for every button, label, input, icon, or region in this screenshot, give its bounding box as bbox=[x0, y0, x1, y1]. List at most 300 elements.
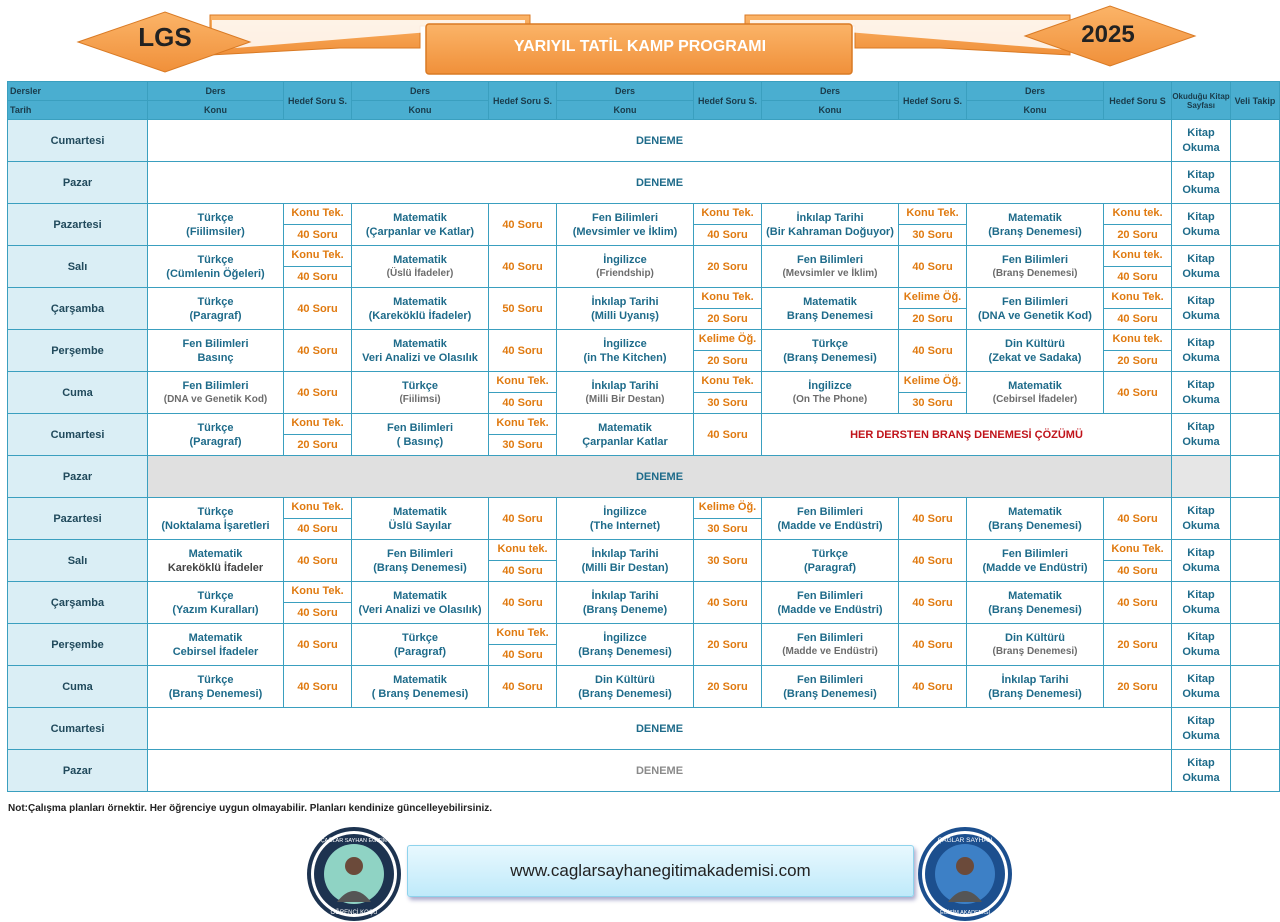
table-row bbox=[8, 330, 1280, 372]
subject-name: Matematik bbox=[803, 295, 857, 308]
target-method: Konu tek. bbox=[1104, 330, 1171, 351]
target-count: 40 Soru bbox=[297, 271, 338, 283]
target-count: 40 Soru bbox=[899, 498, 967, 540]
table-row bbox=[8, 582, 1280, 624]
reading-cell[interactable]: Kitap Okuma bbox=[1172, 204, 1231, 246]
lesson-cell bbox=[352, 330, 489, 372]
target-count: 40 Soru bbox=[489, 204, 557, 246]
topic-name: ( Basınç) bbox=[396, 435, 444, 448]
reading-cell[interactable]: Kitap Okuma bbox=[1172, 372, 1231, 414]
subject-name: Türkçe bbox=[811, 337, 849, 350]
subject-name: Türkçe bbox=[197, 253, 234, 266]
target-cell bbox=[1104, 540, 1172, 582]
parent-check-cell[interactable] bbox=[1231, 330, 1280, 372]
lesson-cell bbox=[352, 246, 489, 288]
table-row bbox=[8, 414, 1280, 456]
topic-name: (DNA ve Genetik Kod) bbox=[163, 393, 268, 405]
parent-check-cell[interactable] bbox=[1231, 666, 1280, 708]
target-count: 20 Soru bbox=[707, 355, 748, 367]
subject-name: Fen Bilimleri bbox=[796, 589, 864, 602]
day-cell: Cumartesi bbox=[8, 414, 148, 456]
target-count: 40 Soru bbox=[694, 582, 762, 624]
topic-name: (Paragraf) bbox=[189, 435, 242, 448]
target-count: 40 Soru bbox=[899, 666, 967, 708]
target-method: Konu tek. bbox=[489, 540, 556, 561]
target-count: 50 Soru bbox=[489, 288, 557, 330]
target-count: 20 Soru bbox=[1104, 666, 1172, 708]
subject-name: Türkçe bbox=[197, 589, 234, 602]
lesson-cell bbox=[148, 246, 284, 288]
topic-name: (Branş Denemesi) bbox=[988, 603, 1082, 616]
subject-name: Matematik bbox=[393, 505, 447, 518]
subject-name: Matematik bbox=[393, 673, 447, 686]
parent-check-cell[interactable] bbox=[1231, 414, 1280, 456]
table-row bbox=[8, 498, 1280, 540]
target-count: 40 Soru bbox=[489, 330, 557, 372]
day-cell: Cumartesi bbox=[8, 708, 148, 750]
lesson-cell bbox=[148, 204, 284, 246]
subject-name: İnkılap Tarihi bbox=[1001, 673, 1069, 686]
lesson-cell bbox=[762, 204, 899, 246]
lesson-cell bbox=[762, 582, 899, 624]
lesson-cell bbox=[557, 330, 694, 372]
subject-name: Matematik bbox=[1008, 379, 1062, 392]
table-row bbox=[8, 246, 1280, 288]
subject-name: İngilizce bbox=[603, 337, 647, 350]
day-cell: Cumartesi bbox=[8, 120, 148, 162]
target-count: 40 Soru bbox=[489, 666, 557, 708]
day-cell: Perşembe bbox=[8, 330, 148, 372]
svg-text:EĞİTİM AKADEMİSİ: EĞİTİM AKADEMİSİ bbox=[939, 910, 991, 916]
lesson-cell bbox=[352, 624, 489, 666]
table-row bbox=[8, 540, 1280, 582]
svg-text:ÖĞRENCİ KOÇU: ÖĞRENCİ KOÇU bbox=[330, 910, 378, 916]
topic-name: (Madde ve Endüstri) bbox=[777, 603, 883, 616]
reading-cell-empty[interactable] bbox=[1172, 456, 1231, 498]
day-cell: Pazartesi bbox=[8, 498, 148, 540]
lesson-cell bbox=[967, 540, 1104, 582]
subject-name: Türkçe bbox=[401, 379, 439, 392]
target-count: 40 Soru bbox=[297, 607, 338, 619]
header-konu: Konu bbox=[148, 101, 284, 120]
subject-name: Türkçe bbox=[197, 295, 234, 308]
target-cell bbox=[694, 330, 762, 372]
lesson-cell bbox=[148, 330, 284, 372]
subject-name: Matematik bbox=[1008, 505, 1062, 518]
target-method: Konu Tek. bbox=[694, 204, 761, 225]
lesson-cell bbox=[557, 666, 694, 708]
target-count: 20 Soru bbox=[694, 666, 762, 708]
reading-cell[interactable]: Kitap Okuma bbox=[1172, 120, 1231, 162]
day-cell: Cuma bbox=[8, 666, 148, 708]
reading-cell[interactable]: Kitap Okuma bbox=[1172, 582, 1231, 624]
lesson-cell bbox=[967, 582, 1104, 624]
website-banner[interactable] bbox=[407, 845, 914, 897]
lesson-cell bbox=[352, 204, 489, 246]
reading-cell[interactable]: Kitap Okuma bbox=[1172, 246, 1231, 288]
topic-name: (Üslü İfadeler) bbox=[386, 267, 454, 279]
topic-name: (Branş Denemesi) bbox=[578, 645, 672, 658]
table-row bbox=[8, 204, 1280, 246]
target-count: 40 Soru bbox=[899, 246, 967, 288]
target-count: 20 Soru bbox=[707, 313, 748, 325]
target-count: 40 Soru bbox=[284, 330, 352, 372]
reading-cell[interactable]: Kitap Okuma bbox=[1172, 288, 1231, 330]
student-coach-badge bbox=[306, 826, 402, 922]
header-hedef: Hedef Soru S. bbox=[284, 82, 352, 120]
topic-name: (Mevsimler ve İklim) bbox=[572, 225, 678, 238]
subject-name: Matematik bbox=[1008, 589, 1062, 602]
target-method: Konu Tek. bbox=[489, 414, 556, 435]
topic-name: (Branş Denemesi) bbox=[988, 519, 1082, 532]
day-cell: Pazartesi bbox=[8, 204, 148, 246]
header-ders: Ders bbox=[352, 82, 489, 101]
header-ders: Ders bbox=[762, 82, 899, 101]
subject-name: İnkılap Tarihi bbox=[591, 379, 659, 392]
table-row bbox=[8, 288, 1280, 330]
target-cell bbox=[284, 246, 352, 288]
lesson-cell bbox=[967, 246, 1104, 288]
lesson-cell bbox=[148, 414, 284, 456]
reading-cell[interactable]: Kitap Okuma bbox=[1172, 708, 1231, 750]
subject-name: İngilizce bbox=[603, 631, 647, 644]
subject-name: İngilizce bbox=[603, 253, 647, 266]
day-cell: Perşembe bbox=[8, 624, 148, 666]
reading-cell[interactable]: Kitap Okuma bbox=[1172, 666, 1231, 708]
target-cell bbox=[1104, 330, 1172, 372]
topic-name: (Madde ve Endüstri) bbox=[782, 645, 878, 657]
subject-name: Fen Bilimleri bbox=[386, 421, 454, 434]
target-count: 40 Soru bbox=[899, 540, 967, 582]
topic-name: (Madde ve Endüstri) bbox=[982, 561, 1088, 574]
subject-name: İnkılap Tarihi bbox=[591, 547, 659, 560]
lesson-cell bbox=[762, 246, 899, 288]
target-count: 40 Soru bbox=[502, 649, 543, 661]
subject-name: Matematik bbox=[393, 337, 447, 350]
topic-name: (Branş Denemesi) bbox=[783, 351, 877, 364]
target-count: 40 Soru bbox=[1104, 372, 1172, 414]
lesson-cell bbox=[762, 498, 899, 540]
subject-name: Fen Bilimleri bbox=[182, 337, 249, 350]
target-count: 40 Soru bbox=[1117, 565, 1158, 577]
reading-cell[interactable]: Kitap Okuma bbox=[1172, 162, 1231, 204]
target-cell bbox=[284, 498, 352, 540]
header-hedef: Hedef Soru S bbox=[1104, 82, 1172, 120]
target-cell bbox=[284, 582, 352, 624]
target-count: 20 Soru bbox=[912, 313, 953, 325]
target-count: 40 Soru bbox=[707, 229, 748, 241]
lesson-cell bbox=[762, 624, 899, 666]
topic-name: (The Internet) bbox=[589, 519, 661, 532]
parent-check-cell[interactable] bbox=[1231, 288, 1280, 330]
target-method: Konu Tek. bbox=[284, 204, 351, 225]
target-cell bbox=[489, 414, 557, 456]
target-method: Konu Tek. bbox=[284, 582, 351, 603]
target-count: 40 Soru bbox=[489, 582, 557, 624]
subject-name: İnkılap Tarihi bbox=[796, 211, 864, 224]
lesson-cell bbox=[557, 204, 694, 246]
parent-check-cell[interactable] bbox=[1231, 120, 1280, 162]
parent-check-cell[interactable] bbox=[1231, 708, 1280, 750]
target-count: 40 Soru bbox=[297, 229, 338, 241]
target-count: 40 Soru bbox=[284, 288, 352, 330]
topic-name: (Branş Denemesi) bbox=[988, 225, 1082, 238]
parent-check-cell[interactable] bbox=[1231, 246, 1280, 288]
reading-cell[interactable]: Kitap Okuma bbox=[1172, 498, 1231, 540]
target-count: 20 Soru bbox=[694, 624, 762, 666]
lesson-cell bbox=[967, 624, 1104, 666]
lesson-cell bbox=[557, 246, 694, 288]
svg-text:ÇAĞLAR SAYHAN: ÇAĞLAR SAYHAN bbox=[937, 837, 993, 844]
header-konu: Konu bbox=[557, 101, 694, 120]
parent-check-cell[interactable] bbox=[1231, 624, 1280, 666]
topic-name: (Branş Denemesi) bbox=[992, 267, 1078, 279]
target-count: 40 Soru bbox=[284, 372, 352, 414]
lesson-cell bbox=[148, 666, 284, 708]
lesson-cell bbox=[967, 666, 1104, 708]
lesson-cell bbox=[352, 414, 489, 456]
target-count: 20 Soru bbox=[694, 246, 762, 288]
reading-cell[interactable]: Kitap Okuma bbox=[1172, 624, 1231, 666]
parent-check-cell[interactable] bbox=[1231, 498, 1280, 540]
subject-name: Fen Bilimleri bbox=[591, 211, 659, 224]
header-dersler: Dersler bbox=[8, 82, 148, 101]
subject-name: İnkılap Tarihi bbox=[591, 295, 659, 308]
lesson-cell bbox=[967, 204, 1104, 246]
target-count: 40 Soru bbox=[1117, 271, 1158, 283]
target-method: Konu Tek. bbox=[694, 288, 761, 309]
topic-name: (On The Phone) bbox=[792, 393, 868, 405]
reading-cell[interactable]: Kitap Okuma bbox=[1172, 540, 1231, 582]
target-method: Konu tek. bbox=[1104, 246, 1171, 267]
academy-badge bbox=[917, 826, 1013, 922]
topic-name: (Zekat ve Sadaka) bbox=[988, 351, 1082, 364]
target-cell bbox=[489, 540, 557, 582]
lesson-cell bbox=[148, 288, 284, 330]
topic-name: (Branş Denemesi) bbox=[373, 561, 467, 574]
subject-name: Fen Bilimleri bbox=[796, 673, 864, 686]
target-method: Konu Tek. bbox=[284, 414, 351, 435]
parent-check-cell[interactable] bbox=[1231, 750, 1280, 792]
target-count: 40 Soru bbox=[502, 397, 543, 409]
lesson-cell bbox=[967, 372, 1104, 414]
target-count: 40 Soru bbox=[899, 624, 967, 666]
target-cell bbox=[694, 204, 762, 246]
topic-name: Veri Analizi ve Olasılık bbox=[362, 351, 478, 364]
target-method: Konu Tek. bbox=[1104, 288, 1171, 309]
subject-name: Din Kültürü bbox=[1005, 631, 1065, 644]
parent-check-cell[interactable] bbox=[1231, 582, 1280, 624]
day-cell: Pazar bbox=[8, 162, 148, 204]
target-count: 30 Soru bbox=[707, 397, 748, 409]
lesson-cell bbox=[967, 330, 1104, 372]
topic-name: (Paragraf) bbox=[394, 645, 446, 658]
topic-name: (Paragraf) bbox=[189, 309, 242, 322]
topic-name: (Fiilimsiler) bbox=[186, 225, 245, 238]
topic-name: (in The Kitchen) bbox=[583, 351, 667, 364]
subject-name: Matematik bbox=[188, 547, 243, 560]
subject-name: Din Kültürü bbox=[595, 673, 655, 686]
target-count: 30 Soru bbox=[912, 397, 953, 409]
topic-name: (Branş Denemesi) bbox=[578, 687, 672, 700]
parent-check-cell[interactable] bbox=[1231, 372, 1280, 414]
lesson-cell bbox=[557, 582, 694, 624]
header-ders: Ders bbox=[148, 82, 284, 101]
schedule-table bbox=[7, 81, 1280, 792]
topic-name: (Cebirsel İfadeler) bbox=[992, 393, 1078, 405]
topic-name: Basınç bbox=[197, 351, 234, 364]
target-cell bbox=[1104, 246, 1172, 288]
target-count: 20 Soru bbox=[1104, 624, 1172, 666]
header-konu: Konu bbox=[967, 101, 1104, 120]
topic-name: (Milli Bir Destan) bbox=[585, 393, 665, 405]
target-count: 30 Soru bbox=[694, 540, 762, 582]
target-cell bbox=[284, 414, 352, 456]
parent-check-cell[interactable] bbox=[1231, 540, 1280, 582]
parent-check-cell[interactable] bbox=[1231, 456, 1280, 498]
page-title: YARIYIL TATİL KAMP PROGRAMI bbox=[513, 38, 767, 55]
table-row bbox=[8, 372, 1280, 414]
lesson-cell bbox=[557, 414, 694, 456]
lesson-cell bbox=[352, 288, 489, 330]
subject-name: İngilizce bbox=[603, 505, 647, 518]
full-day-activity: DENEME bbox=[148, 750, 1172, 792]
day-cell: Pazar bbox=[8, 456, 148, 498]
parent-check-cell[interactable] bbox=[1231, 204, 1280, 246]
full-day-activity: DENEME bbox=[148, 162, 1172, 204]
svg-text:ÇAĞLAR SAYHAN EĞİTİM: ÇAĞLAR SAYHAN EĞİTİM bbox=[320, 838, 388, 844]
topic-name: (Branş Denemesi) bbox=[988, 687, 1082, 700]
subject-name: Matematik bbox=[1008, 211, 1062, 224]
subject-name: Matematik bbox=[188, 631, 243, 644]
subject-name: Türkçe bbox=[197, 421, 234, 434]
topic-name: (Branş Denemesi) bbox=[168, 687, 263, 700]
topic-name: (DNA ve Genetik Kod) bbox=[978, 309, 1092, 322]
target-cell bbox=[1104, 288, 1172, 330]
target-cell bbox=[694, 372, 762, 414]
table-row bbox=[8, 456, 1280, 498]
subject-name: Türkçe bbox=[197, 505, 234, 518]
year-tag: 2025 bbox=[1081, 21, 1135, 48]
target-method: Konu Tek. bbox=[489, 624, 556, 645]
topic-name: Üslü Sayılar bbox=[388, 519, 452, 532]
header-tarih: Tarih bbox=[8, 101, 148, 120]
target-method: Konu tek. bbox=[1104, 204, 1171, 225]
full-day-activity: DENEME bbox=[148, 708, 1172, 750]
topic-name: (Paragraf) bbox=[804, 561, 856, 574]
target-cell bbox=[694, 288, 762, 330]
table-row bbox=[8, 708, 1280, 750]
lesson-cell bbox=[967, 498, 1104, 540]
target-method: Konu Tek. bbox=[1104, 540, 1171, 561]
day-cell: Salı bbox=[8, 246, 148, 288]
target-cell bbox=[899, 288, 967, 330]
topic-name: (Milli Bir Destan) bbox=[581, 561, 669, 574]
topic-name: (Kareköklü İfadeler) bbox=[368, 309, 472, 322]
target-method: Konu Tek. bbox=[284, 498, 351, 519]
parent-check-cell[interactable] bbox=[1231, 162, 1280, 204]
lesson-cell bbox=[352, 582, 489, 624]
website-url[interactable]: www.caglarsayhanegitimakademisi.com bbox=[510, 861, 811, 880]
target-count: 20 Soru bbox=[1117, 229, 1158, 241]
lesson-cell bbox=[148, 498, 284, 540]
lesson-cell bbox=[352, 498, 489, 540]
subject-name: Fen Bilimleri bbox=[796, 505, 864, 518]
header-hedef: Hedef Soru S. bbox=[899, 82, 967, 120]
topic-name: (Veri Analizi ve Olasılık) bbox=[358, 603, 482, 616]
lesson-cell bbox=[557, 624, 694, 666]
target-count: 30 Soru bbox=[707, 523, 748, 535]
target-count: 40 Soru bbox=[297, 523, 338, 535]
target-count: 40 Soru bbox=[1117, 313, 1158, 325]
topic-name: (Bir Kahraman Doğuyor) bbox=[766, 225, 894, 238]
topic-name: (Mevsimler ve İklim) bbox=[782, 267, 878, 279]
full-day-activity: DENEME bbox=[148, 456, 1172, 498]
target-count: 40 Soru bbox=[502, 565, 543, 577]
target-cell bbox=[489, 624, 557, 666]
lesson-cell bbox=[557, 498, 694, 540]
subject-name: Türkçe bbox=[197, 211, 234, 224]
target-method: Konu Tek. bbox=[489, 372, 556, 393]
target-count: 40 Soru bbox=[284, 666, 352, 708]
target-count: 40 Soru bbox=[284, 624, 352, 666]
target-count: 30 Soru bbox=[502, 439, 543, 451]
table-row bbox=[8, 666, 1280, 708]
target-count: 30 Soru bbox=[912, 229, 953, 241]
target-cell bbox=[899, 372, 967, 414]
subject-name: Matematik bbox=[393, 589, 447, 602]
header-konu: Konu bbox=[762, 101, 899, 120]
topic-name: (Cümlenin Öğeleri) bbox=[166, 267, 265, 280]
reading-cell[interactable]: Kitap Okuma bbox=[1172, 750, 1231, 792]
target-count: 40 Soru bbox=[489, 498, 557, 540]
table-row bbox=[8, 120, 1280, 162]
target-cell bbox=[284, 204, 352, 246]
lesson-cell bbox=[762, 540, 899, 582]
target-cell bbox=[899, 204, 967, 246]
reading-cell[interactable]: Kitap Okuma bbox=[1172, 330, 1231, 372]
lesson-cell bbox=[148, 372, 284, 414]
target-count: 40 Soru bbox=[694, 414, 762, 456]
lesson-cell bbox=[557, 372, 694, 414]
target-cell bbox=[489, 372, 557, 414]
lesson-cell bbox=[352, 540, 489, 582]
target-method: Konu Tek. bbox=[899, 204, 966, 225]
footer-note: Not:Çalışma planları örnektir. Her öğrenciye uygun olmayabilir. Planları kendinize güncelleyebilirsiniz. bbox=[8, 803, 493, 814]
subject-name: Matematik bbox=[393, 211, 447, 224]
subject-name: Fen Bilimleri bbox=[386, 547, 454, 560]
subject-name: Türkçe bbox=[401, 631, 439, 644]
target-count: 40 Soru bbox=[899, 582, 967, 624]
reading-cell[interactable]: Kitap Okuma bbox=[1172, 414, 1231, 456]
topic-name: (Branş Denemesi) bbox=[992, 645, 1078, 657]
header-okudugu: Okuduğu Kitap Sayfası bbox=[1172, 82, 1231, 120]
day-cell: Pazar bbox=[8, 750, 148, 792]
subject-name: İnkılap Tarihi bbox=[591, 589, 659, 602]
topic-name: (Çarpanlar ve Katlar) bbox=[365, 225, 475, 238]
target-method: Kelime Öğ. bbox=[694, 498, 761, 519]
header-konu: Konu bbox=[352, 101, 489, 120]
lesson-cell bbox=[762, 666, 899, 708]
table-row bbox=[8, 624, 1280, 666]
subject-name: Din Kültürü bbox=[1005, 337, 1065, 350]
topic-name: (Yazım Kuralları) bbox=[172, 603, 259, 616]
subject-name: Türkçe bbox=[811, 547, 849, 560]
lesson-cell bbox=[967, 288, 1104, 330]
topic-name: (Fiilimsi) bbox=[399, 393, 441, 405]
target-method: Konu Tek. bbox=[694, 372, 761, 393]
topic-name: (Branş Deneme) bbox=[582, 603, 668, 616]
